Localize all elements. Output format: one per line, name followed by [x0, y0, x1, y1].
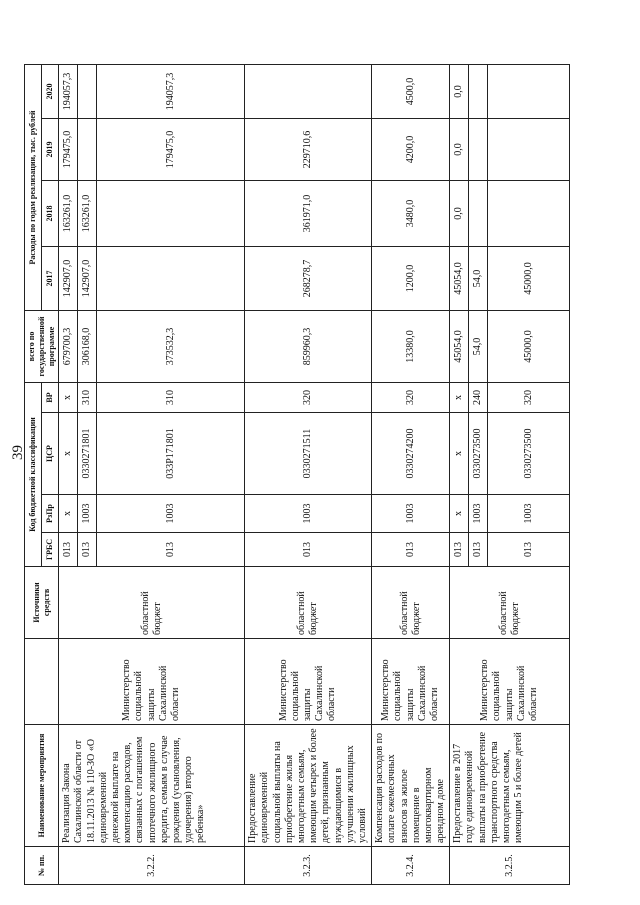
row-executor: Министерство социальной защиты Сахалинской области	[372, 639, 450, 725]
cell-csr: 0330271511	[245, 413, 372, 495]
cell-rzpr: 1003	[469, 495, 488, 533]
cell-2020	[469, 65, 488, 119]
cell-total: 373532,3	[97, 311, 245, 383]
cell-rzpr: х	[59, 495, 78, 533]
cell-2017: 142907,0	[59, 247, 78, 311]
cell-csr: 0330271801	[78, 413, 97, 495]
header-executor	[25, 639, 59, 725]
cell-2017: 45000,0	[488, 247, 570, 311]
cell-2018: 163261,0	[59, 181, 78, 247]
cell-2019: 229710,6	[245, 119, 372, 181]
cell-rzpr: 1003	[372, 495, 450, 533]
cell-2019: 4200,0	[372, 119, 450, 181]
cell-2019: 0,0	[450, 119, 469, 181]
cell-2018: 3480,0	[372, 181, 450, 247]
header-vr: ВР	[42, 383, 59, 413]
cell-total: 54,0	[469, 311, 488, 383]
row-name: Компенсация расходов по оплате ежемесячных взносов за жилое помещение в многоквартирном арендном доме	[372, 725, 450, 847]
cell-2020	[488, 65, 570, 119]
row-executor: Министерство социальной защиты Сахалинской области	[450, 639, 570, 725]
cell-grbs: 013	[59, 533, 78, 567]
row-name: Предоставление в 2017 году единовременной выплаты на приобретение транспортного средства многодетным семьям, имеющим 5 и более детей	[450, 725, 570, 847]
cell-grbs: 013	[78, 533, 97, 567]
cell-csr: 0330273500	[488, 413, 570, 495]
header-2017: 2017	[42, 247, 59, 311]
cell-2017: 142907,0	[78, 247, 97, 311]
cell-2017: 54,0	[469, 247, 488, 311]
cell-rzpr: 1003	[488, 495, 570, 533]
cell-csr: 0330274200	[372, 413, 450, 495]
cell-vr: 310	[78, 383, 97, 413]
cell-total: 13380,0	[372, 311, 450, 383]
cell-2017: 268278,7	[245, 247, 372, 311]
header-kbk-group: Код бюджетной классификации	[25, 383, 42, 567]
row-source: областной бюджет	[372, 567, 450, 639]
row-source: областной бюджет	[59, 567, 245, 639]
cell-grbs: 013	[97, 533, 245, 567]
row-num: 3.2.5.	[450, 847, 570, 885]
cell-2020	[245, 65, 372, 119]
cell-grbs: 013	[488, 533, 570, 567]
cell-csr: 033Р171801	[97, 413, 245, 495]
cell-vr: 310	[97, 383, 245, 413]
cell-2017: 1200,0	[372, 247, 450, 311]
header-grbs: ГРБС	[42, 533, 59, 567]
header-2018: 2018	[42, 181, 59, 247]
cell-2020	[78, 65, 97, 119]
row-source: областной бюджет	[450, 567, 570, 639]
row-name: Предоставление единовременной социальной выплаты на приобретение жилья многодетным семьям, имеющим четырех и более детей, признанным нуждающимися в улучшении жилищных условий	[245, 725, 372, 847]
row-source: областной бюджет	[245, 567, 372, 639]
cell-total: 859960,3	[245, 311, 372, 383]
cell-2019: 179475,0	[59, 119, 78, 181]
cell-csr: х	[59, 413, 78, 495]
cell-2019	[488, 119, 570, 181]
cell-2020: 0,0	[450, 65, 469, 119]
table-row	[372, 65, 450, 885]
cell-2019: 179475,0	[97, 119, 245, 181]
table-row	[245, 65, 372, 885]
header-2020: 2020	[42, 65, 59, 119]
cell-vr: 240	[469, 383, 488, 413]
cell-2018	[488, 181, 570, 247]
table-row	[450, 65, 469, 885]
cell-vr: х	[450, 383, 469, 413]
cell-total: 679700,3	[59, 311, 78, 383]
cell-2020: 194057,3	[97, 65, 245, 119]
cell-grbs: 013	[372, 533, 450, 567]
cell-grbs: 013	[469, 533, 488, 567]
table-row	[59, 65, 78, 885]
cell-rzpr: 1003	[78, 495, 97, 533]
cell-2020: 4500,0	[372, 65, 450, 119]
header-2019: 2019	[42, 119, 59, 181]
cell-2020: 194057,3	[59, 65, 78, 119]
header-total: всего по государственной программе	[25, 311, 59, 383]
cell-csr: х	[450, 413, 469, 495]
cell-2019	[78, 119, 97, 181]
header-num: № пп.	[25, 847, 59, 885]
cell-total: 306168,0	[78, 311, 97, 383]
row-executor: Министерство социальной защиты Сахалинской области	[245, 639, 372, 725]
cell-2018: 0,0	[450, 181, 469, 247]
row-num: 3.2.2.	[59, 847, 245, 885]
cell-vr: х	[59, 383, 78, 413]
cell-2017: 45054,0	[450, 247, 469, 311]
row-num: 3.2.3.	[245, 847, 372, 885]
header-csr: ЦСР	[42, 413, 59, 495]
header-rzpr: РзПр	[42, 495, 59, 533]
header-source: Источники средств	[25, 567, 59, 639]
row-name: Реализация Закона Сахалинской области от 18.11.2013 № 110-ЗО «О единовременной денежной выплате на компенсацию расходов, связанных с погашением ипотечного жилищного кредита, семьям в случае рождения (усыновления, удочерения) второго ребенка»	[59, 725, 245, 847]
cell-vr: 320	[245, 383, 372, 413]
cell-grbs: 013	[245, 533, 372, 567]
cell-2019	[469, 119, 488, 181]
header-years-group: Расходы по годам реализации, тыс. рублей	[25, 65, 42, 311]
cell-2018	[97, 181, 245, 247]
budget-table	[24, 64, 570, 885]
header-name: Наименование мероприятия	[25, 725, 59, 847]
row-num: 3.2.4.	[372, 847, 450, 885]
row-executor: Министерство социальной защиты Сахалинской области	[59, 639, 245, 725]
cell-rzpr: 1003	[97, 495, 245, 533]
cell-vr: 320	[372, 383, 450, 413]
cell-2018: 163261,0	[78, 181, 97, 247]
cell-rzpr: х	[450, 495, 469, 533]
cell-total: 45000,0	[488, 311, 570, 383]
cell-csr: 0330273500	[469, 413, 488, 495]
cell-2017	[97, 247, 245, 311]
cell-total: 45054,0	[450, 311, 469, 383]
cell-2018	[469, 181, 488, 247]
page-number: 39	[10, 445, 26, 460]
cell-grbs: 013	[450, 533, 469, 567]
cell-rzpr: 1003	[245, 495, 372, 533]
cell-2018: 361971,0	[245, 181, 372, 247]
cell-vr: 320	[488, 383, 570, 413]
